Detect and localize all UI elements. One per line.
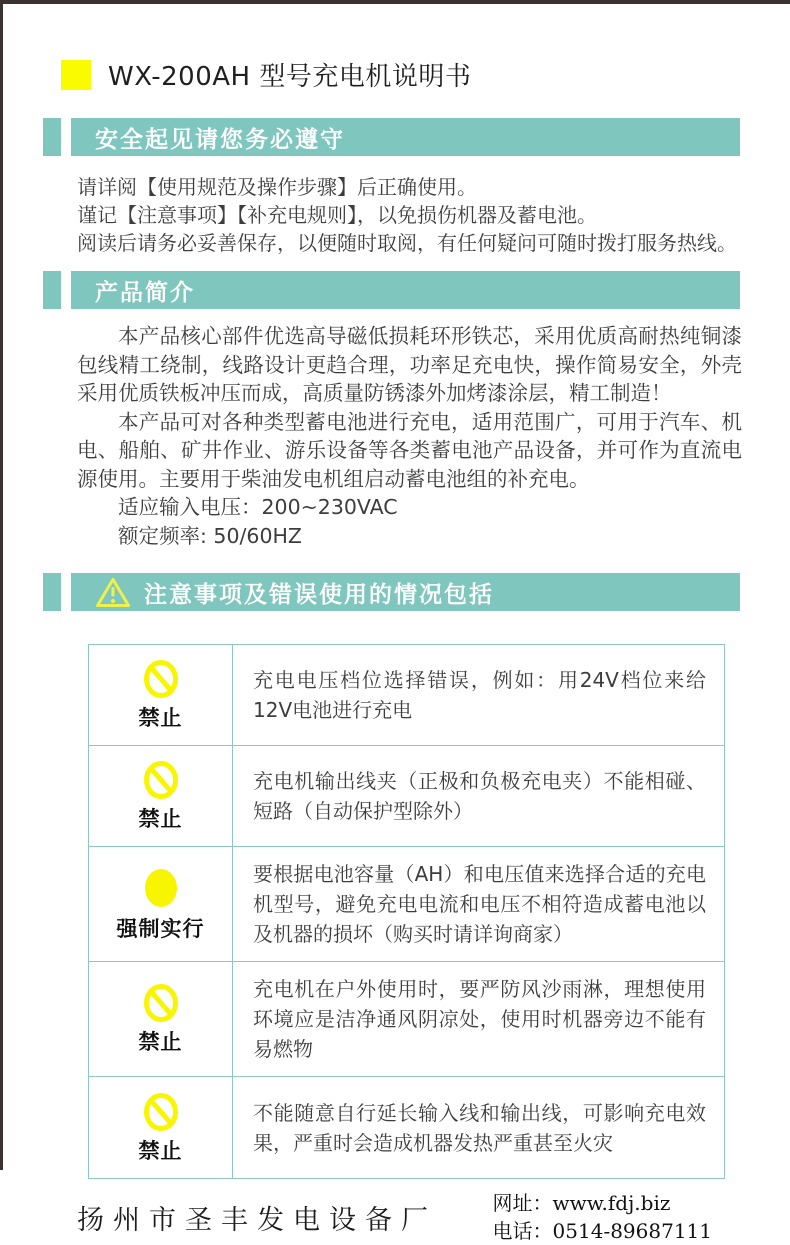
contact-block xyxy=(493,1189,712,1245)
notice-text-cell xyxy=(233,645,724,745)
banner-notice xyxy=(71,573,740,611)
notice-table xyxy=(88,644,725,1179)
section-heading-notice xyxy=(43,573,790,611)
safety-instructions xyxy=(77,173,742,257)
no-entry-icon xyxy=(142,1091,180,1133)
title-row xyxy=(61,56,790,93)
company-name: 扬州市圣丰发电设备厂 xyxy=(77,1204,437,1236)
table-row xyxy=(89,847,724,962)
section-heading-safety xyxy=(43,118,790,156)
page-title: WX-200AH 型号充电机说明书 xyxy=(108,62,472,92)
product-introduction xyxy=(77,322,742,550)
safety-line: 谨记【注意事项】【补充电规则】，以免损伤机器及蓄电池。 xyxy=(77,203,597,227)
safety-line: 阅读后请务必妥善保存，以便随时取阅，有任何疑问可随时拨打服务热线。 xyxy=(77,231,737,255)
table-row xyxy=(89,962,724,1077)
sign-label: 禁止 xyxy=(138,706,183,730)
section-heading-product xyxy=(43,271,790,309)
notice-text: 要根据电池容量（AH）和电压值来选择合适的充电机型号，避免充电电流和电压不相符造成蓄电池以及机器的损坏（购买时请详询商家） xyxy=(253,862,706,946)
spec-rated-frequency: 额定频率: 50/60HZ xyxy=(118,523,302,548)
no-entry-icon xyxy=(142,982,180,1024)
sign-cell xyxy=(89,746,233,846)
notice-text: 充电机在户外使用时，要严防风沙雨淋，理想使用环境应是洁净通风阴凉处，使用时机器旁边不能有易燃物 xyxy=(253,977,706,1061)
sign-label: 禁止 xyxy=(138,807,183,831)
sign-cell xyxy=(89,962,233,1076)
product-paragraph: 本产品核心部件优选高导磁低损耗环形铁芯，采用优质高耐热纯铜漆包线精工绕制，线路设计更趋合理，功率足充电快，操作简易安全，外壳采用优质铁板冲压而成，高质量防锈漆外加烤漆涂层，精工制造！ xyxy=(77,324,742,405)
notice-text: 不能随意自行延长输入线和输出线，可影响充电效果，严重时会造成机器发热严重甚至火灾 xyxy=(253,1100,706,1155)
banner-product xyxy=(71,271,740,309)
notice-text-cell xyxy=(233,847,724,961)
warning-triangle-icon xyxy=(95,577,131,608)
sign-cell xyxy=(89,645,233,745)
website-line: 网址：www.fdj.biz xyxy=(492,1191,671,1215)
banner-accent-stub xyxy=(43,118,61,156)
safety-line: 请详阅【使用规范及操作步骤】后正确使用。 xyxy=(77,175,477,199)
notice-text-cell xyxy=(233,1077,724,1178)
section-heading-product-label: 产品简介 xyxy=(95,279,195,306)
table-row xyxy=(89,746,724,847)
spec-input-voltage: 适应输入电压：200~230VAC xyxy=(118,495,398,519)
filled-circle-icon xyxy=(141,865,181,911)
title-marker-square xyxy=(61,60,91,90)
banner-accent-stub xyxy=(43,271,61,309)
sign-label: 强制实行 xyxy=(116,917,205,941)
no-entry-icon xyxy=(142,759,180,801)
banner-accent-stub xyxy=(43,573,61,611)
page-footer xyxy=(77,1189,712,1245)
table-row xyxy=(89,645,724,746)
section-heading-notice-label: 注意事项及错误使用的情况包括 xyxy=(144,581,494,608)
banner-safety xyxy=(71,118,740,156)
table-row xyxy=(89,1077,724,1178)
notice-text-cell xyxy=(233,746,724,846)
notice-text: 充电电压档位选择错误，例如：用24V档位来给12V电池进行充电 xyxy=(253,668,706,722)
sign-label: 禁止 xyxy=(138,1030,183,1054)
sign-cell xyxy=(89,847,233,961)
notice-text-cell xyxy=(233,962,724,1076)
phone-line: 电话：0514-89687111 xyxy=(492,1219,712,1243)
sign-cell xyxy=(89,1077,233,1178)
notice-text: 充电机输出线夹（正极和负极充电夹）不能相碰、短路（自动保护型除外） xyxy=(253,769,706,823)
no-entry-icon xyxy=(142,658,180,700)
sign-label: 禁止 xyxy=(138,1138,183,1163)
section-heading-safety-label: 安全起见请您务必遵守 xyxy=(95,126,345,153)
product-paragraph: 本产品可对各种类型蓄电池进行充电，适用范围广，可用于汽车、机电、船舶、矿井作业、游乐设备等各类蓄电池产品设备，并可作为直流电源使用。主要用于柴油发电机组启动蓄电池组的补充电。 xyxy=(77,409,742,491)
